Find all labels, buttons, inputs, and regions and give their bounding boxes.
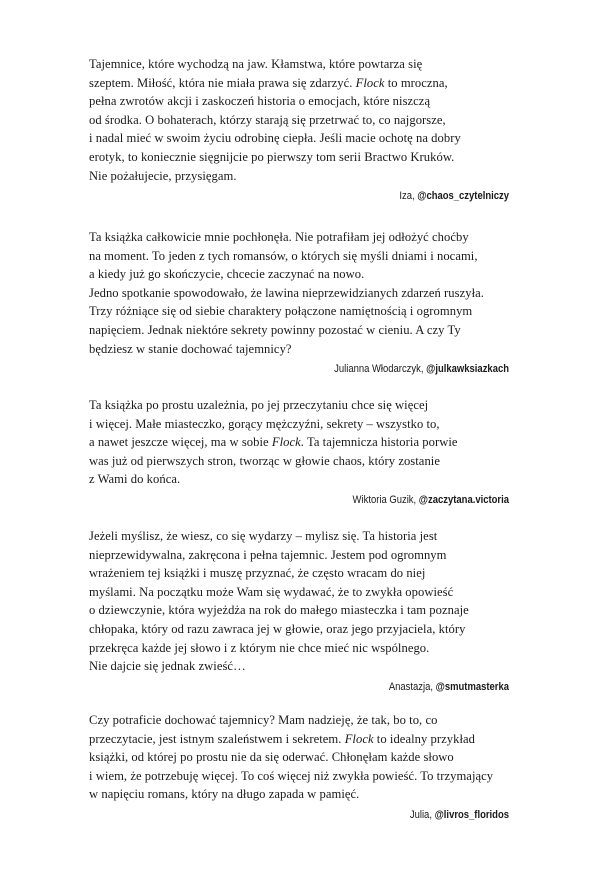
reviewer-name: Julia,: [409, 808, 435, 821]
text-line: pełna zwrotów akcji i zaskoczeń historia o emocjach, które niszczą: [89, 94, 431, 109]
text-line: erotyk, to koniecznie sięgnijcie po pierwszy tom serii Bractwo Kruków.: [89, 149, 455, 164]
reviewer-handle: @julkawksiazkach: [426, 363, 509, 376]
text-line: a kiedy już go skończycie, chcecie zaczynać na nowo.: [89, 267, 365, 282]
reviewer-handle: @smutmasterka: [435, 680, 509, 693]
review-signature: [148, 362, 509, 377]
text-line: o dziewczynie, która wyjeżdża na rok do małego miasteczka i tam poznaje: [89, 603, 469, 618]
review-signature: [148, 680, 509, 695]
text-line: i więcej. Małe miasteczko, gorący mężczyźni, sekrety – wszystko to,: [89, 416, 440, 431]
text-line: Nie dajcie się jednak zwieść…: [89, 659, 246, 674]
book-title: Flock: [355, 75, 385, 90]
text-line: Jedno spotkanie spowodowało, że lawina nieprzewidzianych zdarzeń ruszyła.: [89, 285, 484, 300]
review-3: [89, 396, 509, 508]
review-text: [89, 711, 509, 804]
reviewer-handle: @livros_floridos: [434, 808, 509, 821]
text-line: i wiem, że potrzebuję więcej. To coś więcej niż zwykła powieść. To trzymający: [89, 768, 494, 783]
text-line: Jeżeli myślisz, że wiesz, co się wydarzy – mylisz się. Ta historia jest: [89, 529, 438, 543]
review-5: [89, 711, 509, 823]
text-line: Czy potraficie dochować tajemnicy? Mam nadzieję, że tak, bo to, co: [89, 713, 438, 727]
book-title: Flock: [344, 731, 374, 746]
text-line: książki, od której po prostu nie da się oderwać. Chłonęłam każde słowo: [89, 750, 454, 765]
text-line: myślami. Na początku może Wam się wydawać, że to zwykła opowieść: [89, 584, 454, 599]
review-2: [89, 228, 509, 377]
text-line: Tajemnice, które wychodzą na jaw. Kłamstwa, które powtarza się: [89, 57, 423, 71]
text-line: Ta książka całkowicie mnie pochłonęła. Nie potrafiłam jej odłożyć choćby: [89, 230, 469, 244]
text-line: Ta książka po prostu uzależnia, po jej przeczytaniu chce się więcej: [89, 398, 429, 412]
review-4: [89, 527, 509, 695]
text-line: od środka. O bohaterach, którzy starają się przetrwać to, co najgorsze,: [89, 112, 446, 127]
reviewer-name: Wiktoria Guzik,: [352, 493, 419, 506]
text-line: przekręca każde jej słowo i z którym nie chce mieć nic wspólnego.: [89, 640, 430, 655]
text-line: w napięciu romans, który na długo zapada w pamięć.: [89, 787, 360, 802]
review-text: [89, 55, 509, 185]
reviewer-handle: @zaczytana.victoria: [418, 493, 509, 506]
text-line: nieprzewidywalna, zakręcona i pełna tajemnic. Jestem pod ogromnym: [89, 547, 447, 562]
text-line: chłopaka, który od razu zawraca jej w głowie, oraz jego przyjaciela, który: [89, 621, 466, 636]
review-signature: [148, 493, 509, 508]
text-line: przeczytacie, jest istnym szaleństwem i sekretem. Flock to idealny przykład: [89, 731, 475, 746]
reviewer-name: Julianna Włodarczyk,: [334, 363, 427, 376]
text-line: będziesz w stanie dochować tajemnicy?: [89, 341, 292, 356]
review-signature: [148, 189, 509, 204]
book-title: Flock: [271, 435, 301, 450]
text-line: z Wami do końca.: [89, 472, 181, 487]
text-line: Nie pożałujecie, przysięgam.: [89, 168, 237, 183]
review-text: [89, 527, 509, 676]
review-text: [89, 228, 509, 358]
text-line: a nawet jeszcze więcej, ma w sobie Flock. Ta tajemnicza historia porwie: [89, 435, 458, 450]
reviewer-name: Iza,: [399, 190, 418, 203]
text-line: Trzy różniące się od siebie charaktery połączone namiętnością i ogromnym: [89, 304, 473, 319]
text-line: i nadal mieć w swoim życiu odrobinę ciepła. Jeśli macie ochotę na dobry: [89, 131, 461, 146]
text-line: szeptem. Miłość, która nie miała prawa się zdarzyć. Flock to mroczna,: [89, 75, 448, 90]
reviewer-handle: @chaos_czytelniczy: [417, 190, 509, 203]
review-1: [89, 55, 509, 204]
text-line: wrażeniem tej książki i muszę przyznać, że często wracam do niej: [89, 566, 426, 581]
text-line: napięciem. Jednak niektóre sekrety powinny pozostać w cieniu. A czy Ty: [89, 322, 461, 337]
review-text: [89, 396, 509, 489]
text-line: na moment. To jeden z tych romansów, o których się myśli dniami i nocami,: [89, 248, 478, 263]
review-signature: [148, 808, 509, 823]
reviewer-name: Anastazja,: [388, 680, 436, 693]
text-line: was już od pierwszych stron, tworząc w głowie chaos, który zostanie: [89, 453, 440, 468]
